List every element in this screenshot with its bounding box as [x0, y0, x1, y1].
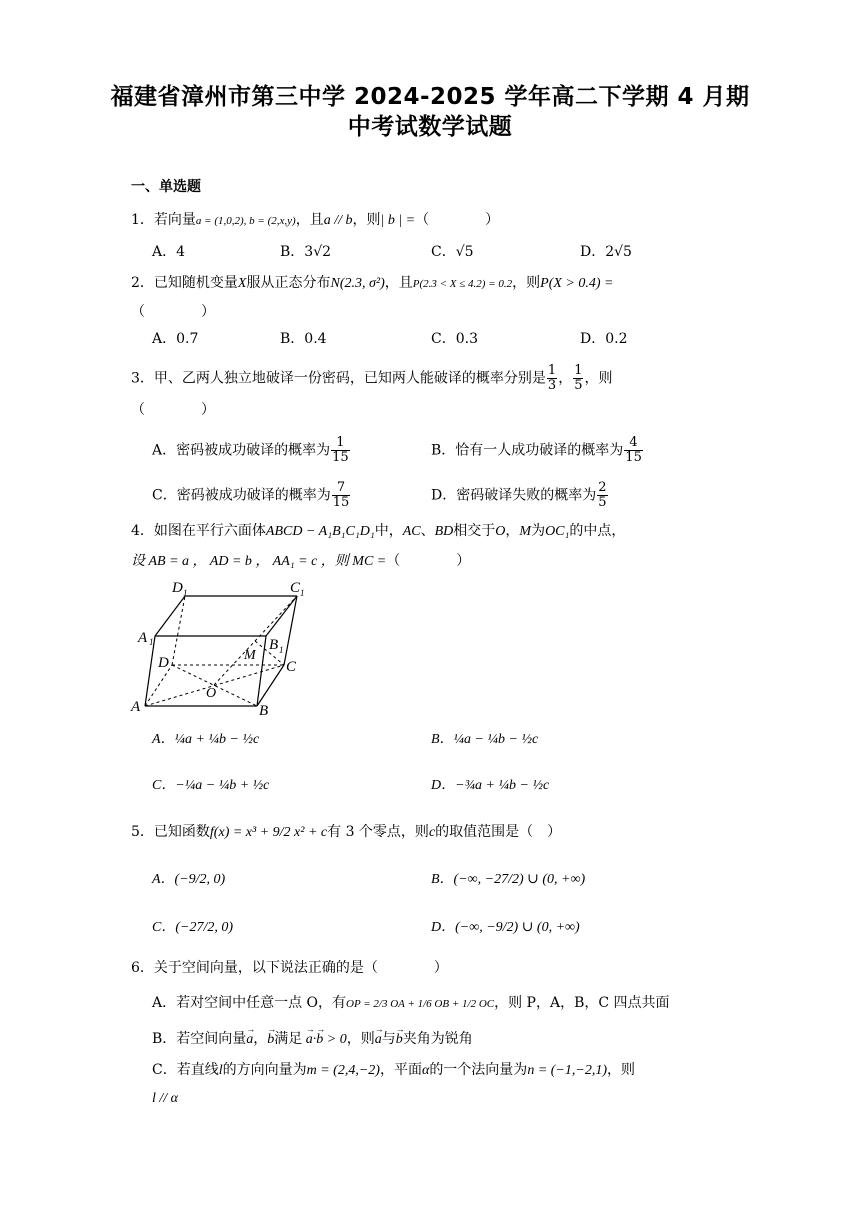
q4-text-6: 的中点， [569, 523, 626, 539]
q4-bd: BD [434, 524, 454, 539]
edge-CC1 [284, 596, 297, 665]
q3-prob-1: $\frac{1}{3}$ [547, 363, 557, 393]
q6-text-1: 关于空间向量，以下说法正确的是（ ） [153, 960, 448, 976]
svg-text:1: 1 [300, 588, 305, 598]
q2-text-4: ，则 [512, 275, 541, 291]
q1-condition: a // b [323, 213, 353, 228]
label-C: C [286, 659, 297, 675]
q3-option-a[interactable]: A．密码被成功破译的概率为 $\frac{1}{15}$ [152, 435, 349, 465]
svg-text:1: 1 [183, 588, 188, 598]
q2-variable: X [237, 276, 247, 291]
page-title-line2: 中考试数学试题 [347, 114, 513, 140]
q5-function: f(x) = x³ + 9/2 x² + c [209, 825, 328, 840]
q4-text-5: 为 [531, 523, 546, 539]
q1-text-2: ，且 [295, 212, 324, 228]
q4-text-2: 中， [374, 523, 403, 539]
q4-line-2 [131, 551, 470, 572]
q5-number: 5． [131, 824, 154, 840]
q3-option-b[interactable]: B．恰有一人成功破译的概率为 $\frac{4}{15}$ [431, 435, 642, 465]
q5-option-c[interactable]: C．(−27/2, 0) [152, 920, 233, 935]
q4-option-b[interactable]: B．¼a − ¼b − ½c [431, 732, 539, 747]
q2-paren: （ ） [131, 304, 215, 320]
q3-text-2: ，则 [584, 370, 613, 387]
label-B: B [259, 703, 269, 719]
q1-option-b[interactable]: B．3√2 [280, 244, 332, 260]
q3-prob-2: $\frac{1}{5}$ [574, 363, 583, 393]
question-6 [131, 958, 448, 978]
q1-text-3: ，则 [352, 212, 381, 228]
q1-paren: （ ） [415, 212, 500, 228]
q6-option-c-cont: l // α [152, 1091, 179, 1106]
q4-number: 4． [131, 523, 154, 539]
q5-text-1: 已知函数 [153, 824, 210, 840]
q4-text-1: 如图在平行六面体 [153, 523, 266, 539]
label-C1: C [290, 580, 301, 596]
svg-text:1: 1 [279, 645, 284, 655]
label-A1: A [138, 630, 148, 646]
page-title-line1: 福建省漳州市第三中学 2024-2025 学年高二下学期 4 月期 [110, 84, 750, 110]
q2-option-d[interactable]: D．0.2 [580, 331, 628, 347]
label-B1: B [269, 637, 279, 653]
section-heading: 一、单选题 [131, 179, 201, 195]
question-5 [131, 822, 561, 843]
q4-sep: 、 [420, 523, 435, 539]
q4-text-3: 相交于 [453, 523, 496, 539]
q3-paren: （ ） [131, 402, 215, 418]
label-D: D [158, 655, 169, 671]
q5-text-3: 的取值范围是（ ） [435, 824, 562, 840]
edge-DD1 [172, 596, 185, 665]
q2-ask: P(X > 0.4) = [540, 276, 614, 291]
parallelepiped-figure [128, 575, 308, 720]
q4-option-c[interactable]: C．−¼a − ¼b + ½c [152, 778, 270, 793]
svg-text:1: 1 [149, 637, 154, 647]
q4-option-d[interactable]: D．−¾a + ¼b − ½c [431, 778, 550, 793]
question-2 [131, 273, 613, 294]
q4-o: O [495, 524, 506, 539]
q3-option-c[interactable]: C．密码被成功破译的概率为 $\frac{7}{15}$ [152, 480, 350, 510]
q2-condition: P(2.3 < X ≤ 4.2) = 0.2 [412, 278, 513, 290]
q4-option-a[interactable]: A．¼a + ¼b − ½c [152, 732, 260, 747]
q2-text-3: ，且 [384, 275, 413, 291]
q3-option-d[interactable]: D．密码破译失败的概率为 $\frac{2}{5}$ [431, 480, 607, 510]
q3-number: 3． [131, 370, 154, 387]
label-D1: D [172, 580, 183, 596]
q6-option-b[interactable]: B．若空间向量→ a，→ b满足 → a·→ b > 0，则→ a与→ b夹角为锐角 [152, 1029, 473, 1050]
q2-number: 2． [131, 275, 154, 291]
label-O: O [206, 686, 217, 701]
q5-option-a[interactable]: A．(−9/2, 0) [152, 872, 226, 887]
q1-number: 1． [131, 212, 154, 228]
q1-text-1: 若向量 [153, 212, 196, 228]
q6-option-c[interactable]: C．若直线l的方向向量为m = (2,4,−2)，平面α的一个法向量为n = (−1,−2,1)，则 [152, 1062, 635, 1078]
q2-text-2: 服从正态分布 [246, 275, 331, 291]
q4-solid: ABCD − A₁B₁C₁D₁ [265, 524, 375, 539]
q4-m: M [519, 524, 532, 539]
q5-option-b[interactable]: B．(−∞, −27/2) ∪ (0, +∞) [431, 872, 586, 887]
edge-A1D1 [155, 596, 185, 636]
q2-text-1: 已知随机变量 [153, 275, 238, 291]
q3-text-1: 甲、乙两人独立地破译一份密码，已知两人能破译的概率分别是 [153, 370, 546, 387]
q2-distribution: N(2.3, σ²) [330, 276, 385, 291]
q1-vectors: a = (1,0,2), b = (2,x,y) [195, 215, 296, 227]
q6-option-a[interactable]: A．若对空间中任意一点 O，有OP = 2/3 OA + 1/6 OB + 1/2 OC，则 P，A，B，C 四点共面 [152, 995, 670, 1011]
q5-c: c [428, 825, 436, 840]
question-3 [131, 364, 612, 393]
q2-option-c[interactable]: C．0.3 [431, 331, 478, 347]
q1-option-d[interactable]: D．2√5 [580, 244, 632, 260]
q4-text-4: ， [505, 523, 520, 539]
q2-option-b[interactable]: B．0.4 [280, 331, 327, 347]
edge-AD [145, 665, 172, 706]
label-A: A [131, 699, 141, 715]
q4-paren: （ ） [386, 553, 471, 569]
label-M: M [244, 648, 256, 663]
q5-option-d[interactable]: D．(−∞, −9/2) ∪ (0, +∞) [431, 920, 580, 935]
q1-ask: | b | = [380, 213, 416, 228]
q4-oc1: OC₁ [545, 524, 570, 539]
q4-vectors-def: 设 AB = a ， AD = b ， AA₁ = c ，则 MC = [131, 554, 387, 569]
seg-OC1 [214, 596, 297, 685]
q1-option-c[interactable]: C．√5 [431, 244, 474, 260]
q3-sep: ， [558, 370, 573, 387]
q4-ac: AC [402, 524, 421, 539]
q6-number: 6． [131, 960, 154, 976]
q1-option-a[interactable]: A．4 [152, 244, 186, 260]
q5-text-2: 有 3 个零点，则 [327, 824, 429, 840]
q2-option-a[interactable]: A．0.7 [152, 331, 199, 347]
edge-B1C1 [266, 596, 297, 636]
question-1 [131, 210, 499, 231]
question-4 [131, 521, 625, 542]
